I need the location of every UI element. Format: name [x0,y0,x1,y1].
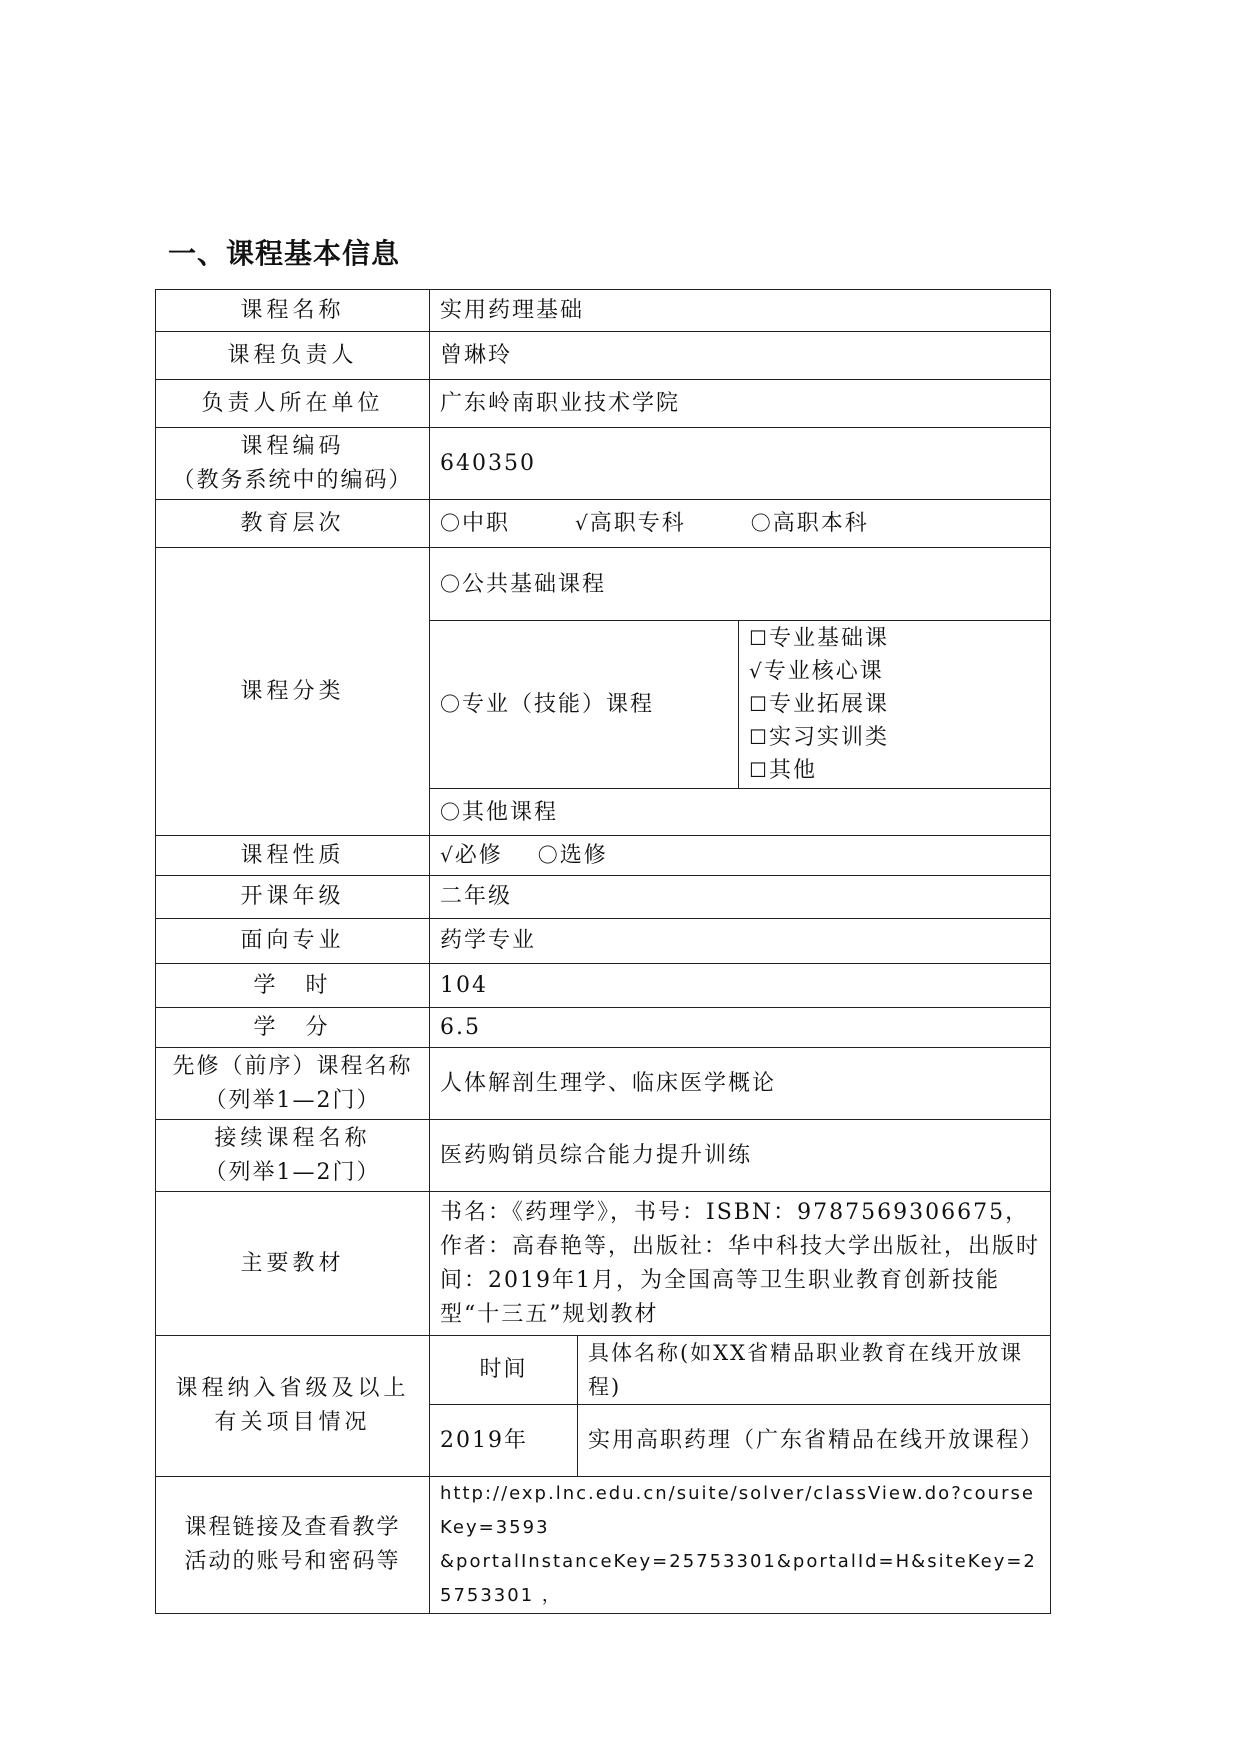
course-name-label: 课程名称 [156,290,430,332]
project-time-value: 2019年 [430,1405,578,1477]
classification-professional-label: 专业（技能）课程 [462,692,655,717]
row-course-link [156,1477,1051,1614]
course-code-label-line1: 课程编码 [240,433,345,459]
radio-empty-icon: 〇 [750,511,771,535]
sub-option-label: 其他 [768,758,817,783]
checkbox-icon: ☐ [749,692,767,716]
prerequisite-value: 人体解剖生理学、临床医学概论 [430,1048,1051,1120]
radio-empty-icon: 〇 [440,692,460,716]
course-name-value: 实用药理基础 [430,290,1051,332]
row-leader-unit [156,380,1051,428]
education-level-options [430,500,1051,548]
sub-option-extension[interactable] [749,688,1040,721]
row-prerequisite [156,1048,1051,1120]
row-classification-public [156,548,1051,621]
sub-option-internship[interactable] [749,721,1040,754]
course-leader-value: 曾琳玲 [430,332,1051,380]
course-code-label [156,428,430,500]
prerequisite-label-line1: 先修（前序）课程名称 [172,1053,413,1079]
classification-public[interactable] [430,548,1051,621]
level-option-bachelor[interactable] [751,506,869,541]
course-link-url-line1[interactable]: http://exp.lnc.edu.cn/suite/solver/classView.do?courseKey=3593 [440,1483,1035,1538]
row-grade [156,876,1051,919]
follow-up-value: 医药购销员综合能力提升训练 [430,1120,1051,1192]
follow-up-label [156,1120,430,1192]
row-major [156,919,1051,964]
textbook-value: 书名：《药理学》，书号：ISBN：9787569306675，作者：高春艳等，出版社：华中科技大学出版社，出版时间：2019年1月，为全国高等卫生职业教育创新技能型“十三五”规划教材 [430,1192,1051,1336]
follow-up-label-line2: （列举1—2门） [204,1159,381,1185]
hours-label: 学 时 [156,964,430,1008]
leader-unit-label: 负责人所在单位 [156,380,430,428]
checkbox-icon: ☐ [749,758,767,782]
project-label: 课程纳入省级及以上有关项目情况 [156,1336,430,1477]
radio-empty-icon: 〇 [440,511,460,535]
education-level-label: 教育层次 [156,500,430,548]
project-header-name: 具体名称(如XX省精品职业教育在线开放课程) [578,1336,1051,1405]
project-name-value: 实用高职药理（广东省精品在线开放课程） [578,1405,1051,1477]
credits-value: 6.5 [430,1008,1051,1048]
classification-label: 课程分类 [156,548,430,836]
link-label-line2: 活动的账号和密码等 [184,1549,401,1574]
page-title: 一、课程基本信息 [168,237,401,270]
row-course-code [156,428,1051,500]
major-value: 药学专业 [430,919,1051,964]
row-textbook [156,1192,1051,1336]
credits-label: 学 分 [156,1008,430,1048]
level-option-vocational[interactable] [575,506,686,541]
checkbox-icon: ☐ [749,626,767,650]
follow-up-label-line1: 接续课程名称 [214,1125,371,1151]
checkmark-icon: √ [749,659,762,683]
classification-other[interactable] [430,789,1051,836]
radio-empty-icon: 〇 [440,799,460,824]
sub-option-basic[interactable] [749,622,1040,655]
sub-option-core[interactable] [749,655,1040,688]
course-leader-label: 课程负责人 [156,332,430,380]
course-code-value: 640350 [430,428,1051,500]
classification-other-label: 其他课程 [462,799,559,825]
level-option-label: 高职本科 [772,511,869,536]
radio-empty-icon: 〇 [440,571,460,596]
row-hours [156,964,1051,1008]
row-course-leader [156,332,1051,380]
checkmark-icon: √ [575,511,588,535]
row-project-header [156,1336,1051,1405]
checkbox-icon: ☐ [749,725,767,749]
nature-option-elective[interactable] [538,838,608,873]
prerequisite-label [156,1048,430,1120]
row-course-name [156,290,1051,332]
sub-option-label: 实习实训类 [768,725,889,750]
nature-option-label: 选修 [559,843,608,868]
nature-label: 课程性质 [156,836,430,876]
nature-option-required[interactable] [440,838,503,873]
link-label-line1: 课程链接及查看教学 [184,1515,401,1540]
hours-value: 104 [430,964,1051,1008]
classification-professional[interactable] [430,621,739,789]
level-option-label: 高职专科 [589,511,686,536]
link-label [156,1477,430,1614]
prerequisite-label-line2: （列举1—2门） [204,1087,381,1113]
sub-option-other[interactable] [749,754,1040,787]
nature-option-label: 必修 [454,843,503,868]
row-follow-up [156,1120,1051,1192]
course-info-table [155,289,1051,1614]
project-header-time: 时间 [430,1336,578,1405]
checkmark-icon: √ [440,843,453,867]
textbook-label: 主要教材 [156,1192,430,1336]
course-link-value[interactable] [430,1477,1051,1614]
level-option-label: 中职 [462,511,511,536]
row-credits [156,1008,1051,1048]
radio-empty-icon: 〇 [537,843,558,867]
level-option-secondary[interactable] [440,506,510,541]
major-label: 面向专业 [156,919,430,964]
nature-options [430,836,1051,876]
leader-unit-value: 广东岭南职业技术学院 [430,380,1051,428]
sub-option-label: 专业基础课 [768,626,889,651]
course-link-url-line2[interactable]: &portalInstanceKey=25753301&portalId=H&siteKey=25753301 ， [440,1551,1037,1606]
grade-value: 二年级 [430,876,1051,919]
classification-sub-options [739,621,1051,789]
sub-option-label: 专业核心课 [763,659,884,684]
grade-label: 开课年级 [156,876,430,919]
course-code-label-line2: （教务系统中的编码） [172,467,413,493]
row-nature [156,836,1051,876]
classification-public-label: 公共基础课程 [462,571,607,597]
sub-option-label: 专业拓展课 [768,692,889,717]
row-education-level [156,500,1051,548]
